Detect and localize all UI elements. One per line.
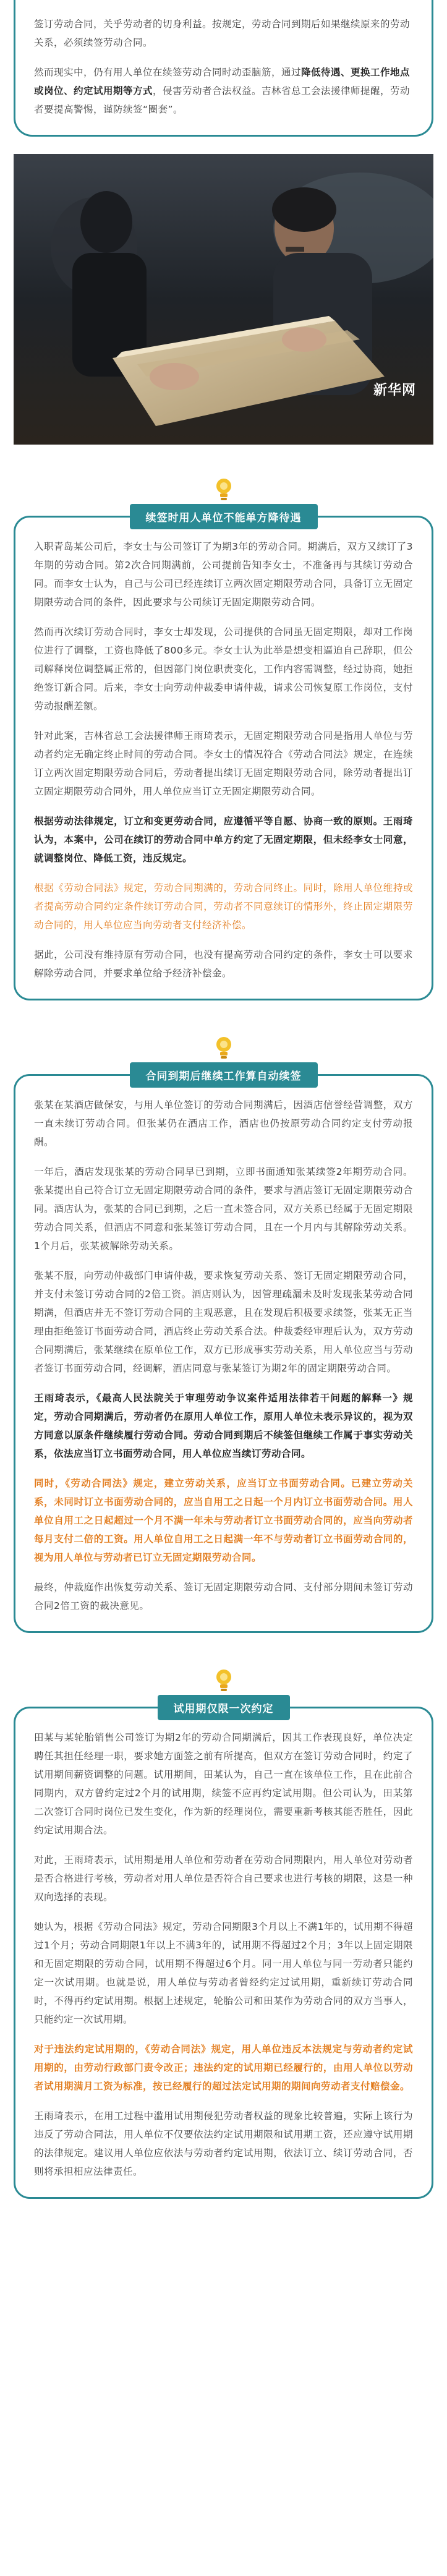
section-2-paragraph-2: 一年后，酒店发现张某的劳动合同早已到期，立即书面通知张某续签2年期劳动合同。张某提出自己符合订立无固定期限劳动合同的条件，要求与酒店签订无固定期限劳动合同。酒店认为，张某的合同已到期，之后一直未签合同，双方关系已经属于无固定期限劳动合同关系，但酒店不同意和张某签订劳动合同，且在一个月内与其解除劳动关系。1个月后，张某被解除劳动关系。 bbox=[34, 1166, 413, 1252]
lightbulb-icon bbox=[215, 477, 233, 504]
photo-watermark: 新华网 bbox=[373, 383, 416, 398]
section-2-paragraph-1: 张某在某酒店做保安，与用人单位签订的劳动合同期满后，因酒店信誉经营调整，双方一直未续订劳动合同。但张某仍在酒店工作，酒店也仍按原劳动合同约定支付劳动报酬。 bbox=[34, 1099, 413, 1148]
section-3-paragraph-1: 田某与某轮胎销售公司签订为期2年的劳动合同期满后，因其工作表现良好，单位决定聘任其担任经理一职，要求她方面签之前有所提高，但双方在签订劳动合同时，约定了试用期间薪资调整的问题。试用期间，田某认为，自己一直在该单位工作，且在此前合同期内，双方曾约定过2个月的试用期，续签不应再约定试用期。但公司认为，田某第二次签订合同时岗位已发生变化，作为新的经理岗位，需要重新考核其能否胜任，因此约定试用期合法。 bbox=[34, 1732, 413, 1836]
section-2-tail-paragraph: 最终，仲裁庭作出恢复劳动关系、签订无固定期限劳动合同、支付部分期间未签订劳动合同2倍工资的裁决意见。 bbox=[34, 1582, 413, 1611]
section-1-paragraph-2: 然而再次续订劳动合同时，李女士却发现，公司提供的合同虽无固定期限，却对工作岗位进行了调整，工资也降低了800多元。李女士认为此举是想变相逼迫自己辞职，但公司解释岗位调整属正常的，但因部门岗位职责变化，工作内容需调整，经过协商，她拒绝签订新合同。后来，李女士向劳动仲裁委申请仲裁，请求公司恢复原工作岗位，支付劳动报酬差额。 bbox=[34, 626, 413, 712]
section-1-paragraph-1: 入职青岛某公司后，李女士与公司签订了为期3年的劳动合同。期满后，双方又续订了3年期的劳动合同。第2次合同期满前，公司提前告知李女士，不准备再与其续订劳动合同。而李女士认为，自己与公司已经连续订立两次固定期限劳动合同，具备订立无固定期限劳动合同的条件，因此要求与公司续订无固定期限劳动合同。 bbox=[34, 541, 413, 608]
section-1-card bbox=[14, 516, 433, 1000]
intro-paragraph-1: 签订劳动合同，关乎劳动者的切身利益。按规定，劳动合同到期后如果继续原来的劳动关系，必须续签劳动合同。 bbox=[34, 19, 411, 48]
intro-card bbox=[14, 0, 433, 137]
section-1-bold-paragraph: 根据劳动法律规定，订立和变更劳动合同，应遵循平等自愿、协商一致的原则。王雨琦认为，本案中，公司在续订的劳动合同中单方约定了无固定期限，但未经李女士同意，就调整岗位、降低工资，违反规定。 bbox=[34, 816, 413, 864]
lightbulb-icon bbox=[215, 1668, 233, 1695]
section-1-header bbox=[14, 477, 433, 529]
section-1-paragraph-3: 针对此案，吉林省总工会法援律师王雨琦表示，无固定期限劳动合同是指用人单位与劳动者约定无确定终止时间的劳动合同。李女士的情况符合《劳动合同法》规定，在连续订立两次固定期限劳动合同后，劳动者提出续订无固定期限劳动合同，除劳动者提出订立固定期限劳动合同外，用人单位应当订立无固定期限劳动合同。 bbox=[34, 730, 413, 797]
section-2-tag: 合同到期后继续工作算自动续签 bbox=[130, 1062, 318, 1088]
section-2-paragraph-3: 张某不服，向劳动仲裁部门申请仲裁，要求恢复劳动关系、签订无固定期限劳动合同，并支付未签订劳动合同的2倍工资。酒店则认为，因管理疏漏未及时发现张某劳动合同期满，但酒店并无不签订劳动合同的主观恶意，且在发现后积极要求续签，张某无正当理由拒绝签订书面劳动合同，酒店终止劳动关系合法。仲裁委经审理后认为，双方劳动合同期满后，张某继续在原单位工作，双方已形成事实劳动关系，用人单位应当与劳动者签订书面劳动合同，经调解，酒店同意与张某签订为期2年的固定期限劳动合同。 bbox=[34, 1270, 413, 1374]
section-2-header bbox=[14, 1035, 433, 1088]
section-2-orange-paragraph: 同时，《劳动合同法》规定，建立劳动关系，应当订立书面劳动合同。已建立劳动关系，未同时订立书面劳动合同的，应当自用工之日起一个月内订立书面劳动合同。用人单位自用工之日起超过一个月不满一年未与劳动者订立书面劳动合同的，应当向劳动者每月支付二倍的工资。用人单位自用工之日起满一年不与劳动者订立书面劳动合同的，视为用人单位与劳动者已订立无固定期限劳动合同。 bbox=[34, 1478, 413, 1563]
section-1-tag: 续签时用人单位不能单方降待遇 bbox=[130, 504, 318, 529]
section-1-tail-paragraph: 据此，公司没有维持原有劳动合同，也没有提高劳动合同约定的条件，李女士可以要求解除劳动合同，并要求单位给予经济补偿金。 bbox=[34, 949, 413, 979]
section-3-header bbox=[14, 1668, 433, 1720]
section-2-card bbox=[14, 1074, 433, 1633]
section-2-bold-paragraph: 王雨琦表示，《最高人民法院关于审理劳动争议案件适用法律若干问题的解释一》规定，劳动合同期满后，劳动者仍在原用人单位工作，原用人单位未表示异议的，视为双方同意以原条件继续履行劳动合同。劳动合同到期后不续签但继续工作属于事实劳动关系，依法应当订立书面劳动合同，用人单位应当续订劳动合同。 bbox=[34, 1392, 413, 1459]
section-3-paragraph-3: 她认为，根据《劳动合同法》规定，劳动合同期限3个月以上不满1年的，试用期不得超过1个月；劳动合同期限1年以上不满3年的，试用期不得超过2个月；3年以上固定期限和无固定期限的劳动合同，试用期不得超过6个月。同一用人单位与同一劳动者只能约定一次试用期。也就是说，用人单位与劳动者曾经约定过试用期，重新续订劳动合同时，不得再约定试用期。根据上述规定，轮胎公司和田某作为劳动合同的双方当事人，只能约定一次试用期。 bbox=[34, 1921, 413, 2025]
lightbulb-icon bbox=[215, 1035, 233, 1062]
section-3-tag: 试用期仅限一次约定 bbox=[158, 1695, 290, 1720]
section-1 bbox=[14, 477, 433, 1000]
intro-paragraph-2: 然而现实中，仍有用人单位在续签劳动合同时动歪脑筋，通过降低待遇、更换工作地点或岗位、约定试用期等方式，侵害劳动者合法权益。吉林省总工会法援律师提醒，劳动者要提高警惕，谨防续签“圈套”。 bbox=[34, 67, 411, 115]
news-photo bbox=[14, 154, 433, 445]
section-2 bbox=[14, 1035, 433, 1633]
photo-illustration bbox=[14, 154, 433, 445]
section-3-card bbox=[14, 1707, 433, 2199]
section-3-tail-paragraph: 王雨琦表示，在用工过程中滥用试用期侵犯劳动者权益的现象比较普遍，实际上该行为违反了劳动合同法，用人单位不仅要依法约定试用期限和试用期工资，还应遵守试用期的法律规定。建议用人单位应依法与劳动者约定试用期，依法订立、续订劳动合同，否则将承担相应法律责任。 bbox=[34, 2110, 413, 2177]
section-3-orange-paragraph: 对于违法约定试用期的，《劳动合同法》规定，用人单位违反本法规定与劳动者约定试用期的，由劳动行政部门责令改正；违法约定的试用期已经履行的，由用人单位以劳动者试用期满月工资为标准，按已经履行的超过法定试用期的期间向劳动者支付赔偿金。 bbox=[34, 2044, 413, 2092]
section-3 bbox=[14, 1668, 433, 2199]
section-1-orange-paragraph: 根据《劳动合同法》规定，劳动合同期满的，劳动合同终止。同时，除用人单位维持或者提高劳动合同约定条件续订劳动合同，劳动者不同意续订的情形外，终止固定期限劳动合同的，用人单位应当向劳动者支付经济补偿。 bbox=[34, 882, 413, 931]
section-3-paragraph-2: 对此，王雨琦表示，试用期是用人单位和劳动者在劳动合同期限内，用人单位对劳动者是否合格进行考核，劳动者对用人单位是否符合自己要求也进行考核的期限，这是一种双向选择的表现。 bbox=[34, 1854, 413, 1903]
